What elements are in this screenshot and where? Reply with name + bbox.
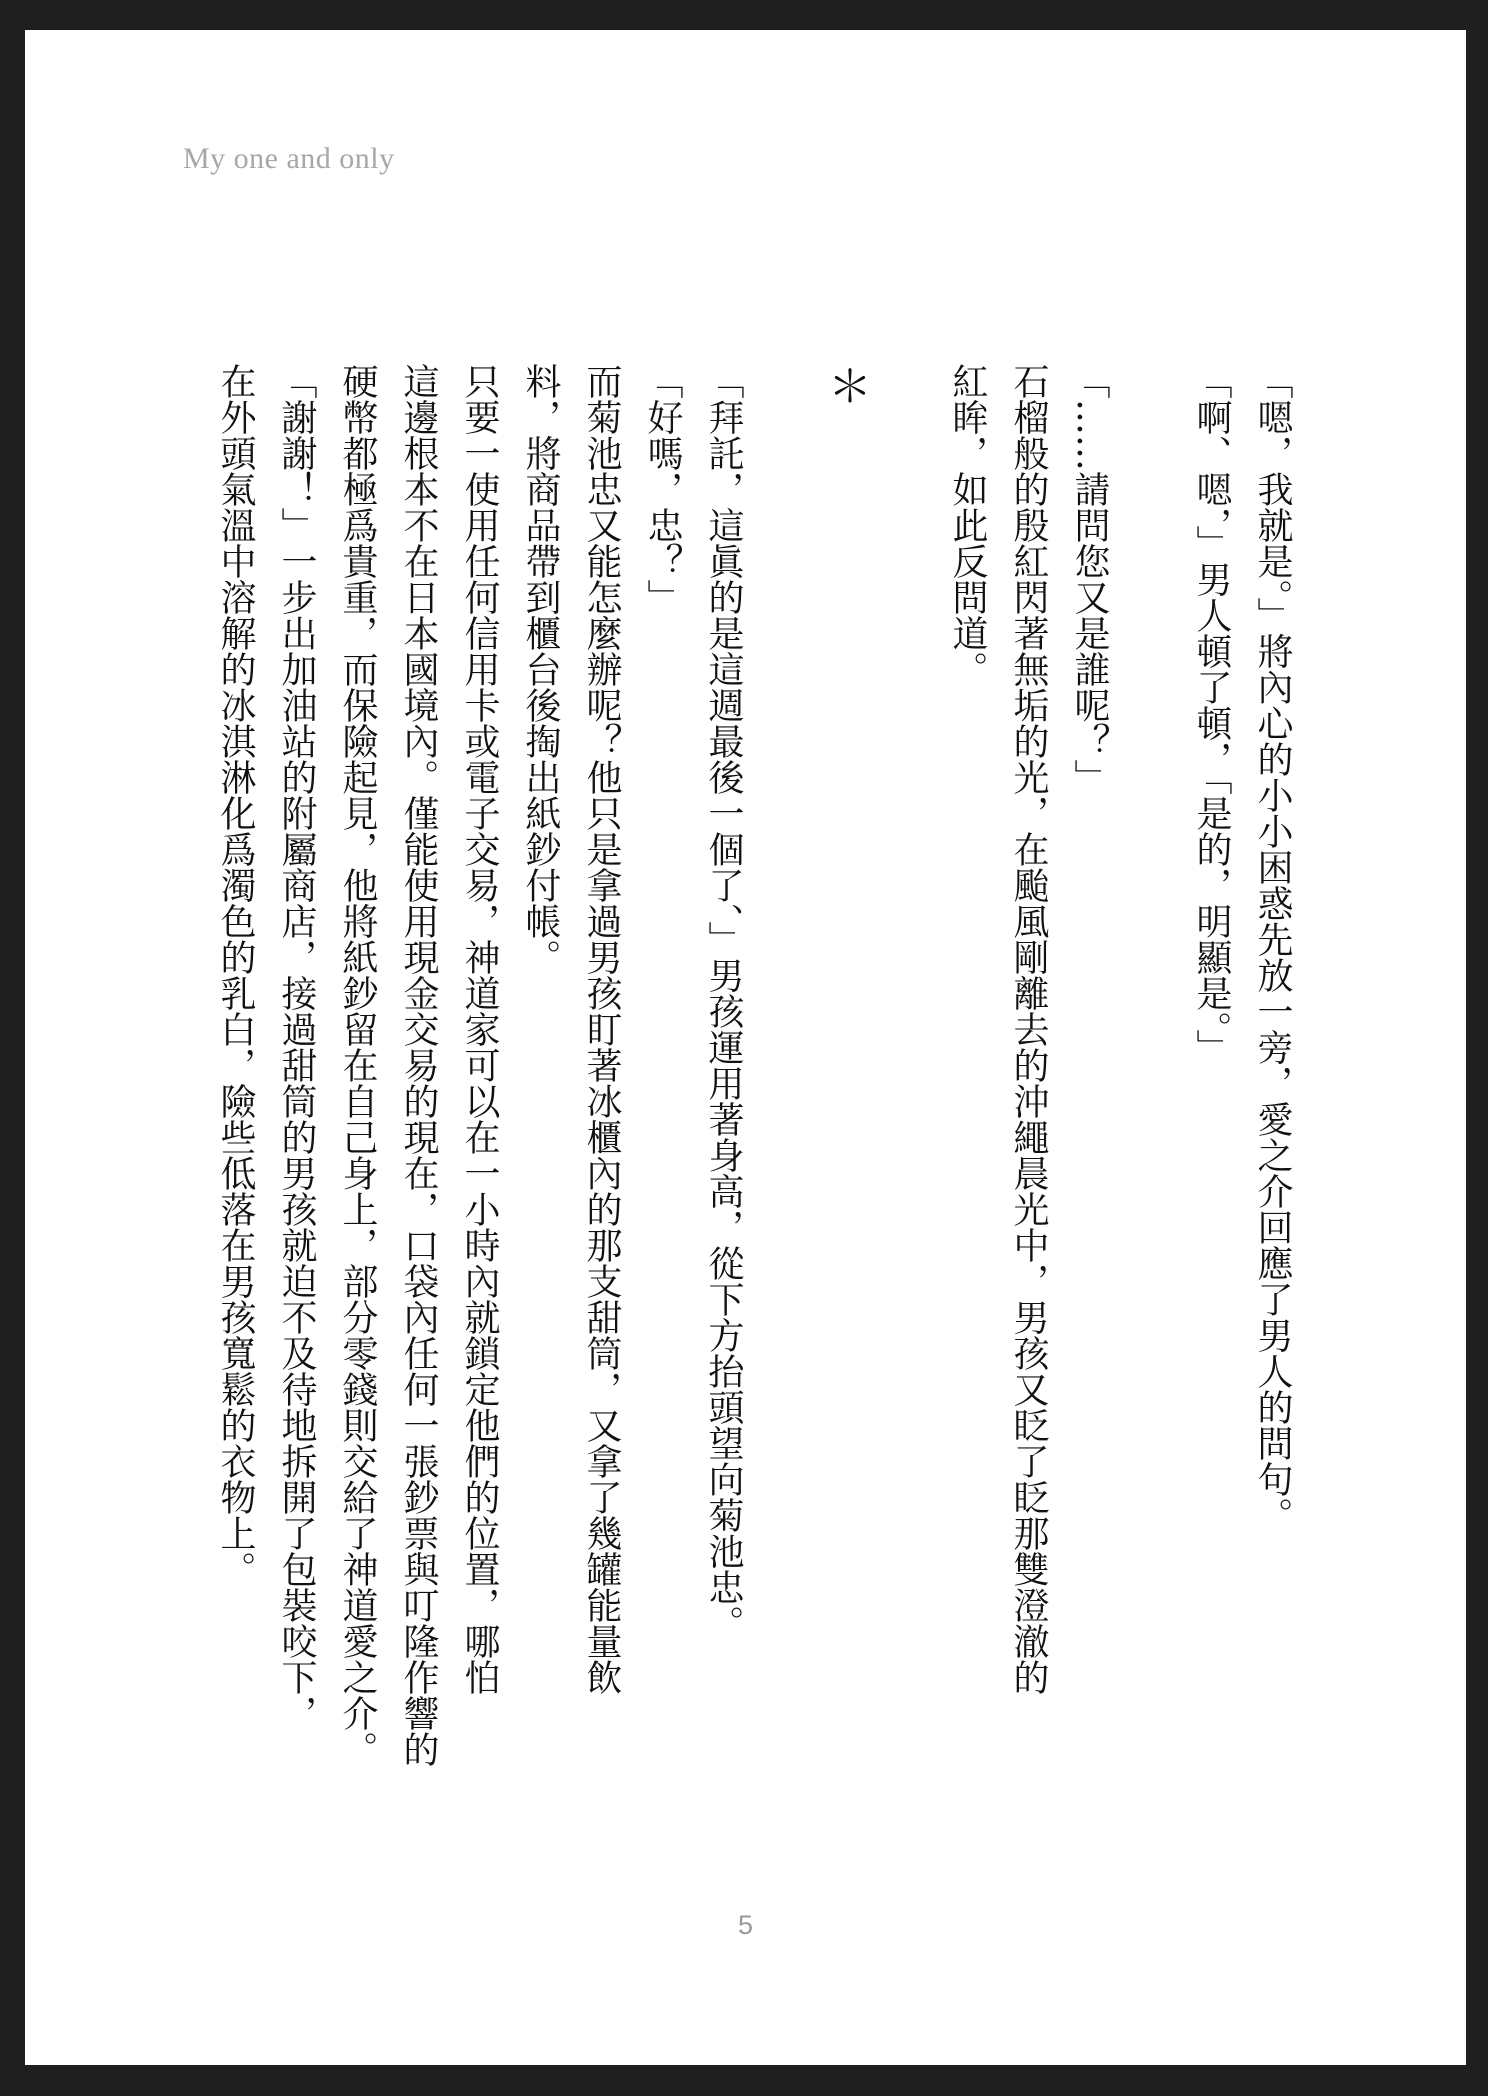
paragraph: 「嗯，我就是。」將內心的小小困惑先放一旁，愛之介回應了男人的問句。	[1252, 363, 1293, 1533]
page-number: 5	[737, 1910, 754, 1940]
vertical-text-body	[205, 363, 1303, 1767]
paragraph: 「啊、嗯，」男人頓了頓，「是的，明顯是。」	[1191, 363, 1232, 1065]
running-header: My one and only	[183, 142, 395, 175]
paragraph-continuation: 這邊根本不在日本國境內。僅能使用現金交易的現在，口袋內任何一張鈔票與叮隆作響的	[398, 363, 439, 1767]
paragraph: 而菊池忠又能怎麼辦呢？他只是拿過男孩盯著冰櫃內的那支甜筒，又拿了幾罐能量飲	[581, 363, 622, 1695]
scene-break-asterisk: ＊	[820, 363, 871, 407]
book-page	[25, 30, 1466, 2065]
blank-line	[876, 363, 937, 399]
paragraph: 「拜託，這眞的是這週最後一個了、」男孩運用著身高，從下方抬頭望向菊池忠。	[703, 363, 744, 1641]
paragraph: 「……請問您又是誰呢？」	[1069, 363, 1110, 795]
blank-line	[1120, 363, 1181, 399]
paragraph: 只要一使用任何信用卡或電子交易，神道家可以在一小時內就鎖定他們的位置，哪怕	[459, 363, 500, 1695]
paragraph-continuation: 硬幣都極爲貴重，而保險起見，他將紙鈔留在自己身上，部分零錢則交給了神道愛之介。	[337, 363, 378, 1767]
paragraph-continuation: 紅眸，如此反問道。	[947, 363, 988, 687]
paragraph: 「好嗎，忠？」	[642, 363, 683, 615]
paragraph-continuation: 在外頭氣溫中溶解的冰淇淋化爲濁色的乳白，險些低落在男孩寬鬆的衣物上。	[215, 363, 256, 1587]
paragraph: 「謝謝！」一步出加油站的附屬商店，接過甜筒的男孩就迫不及待地拆開了包裝咬下，	[276, 363, 317, 1731]
paragraph: 石榴般的殷紅閃著無垢的光，在颱風剛離去的沖繩晨光中，男孩又眨了眨那雙澄澈的	[1008, 363, 1049, 1695]
paragraph-continuation: 料，將商品帶到櫃台後掏出紙鈔付帳。	[520, 363, 561, 975]
blank-line	[754, 363, 815, 399]
